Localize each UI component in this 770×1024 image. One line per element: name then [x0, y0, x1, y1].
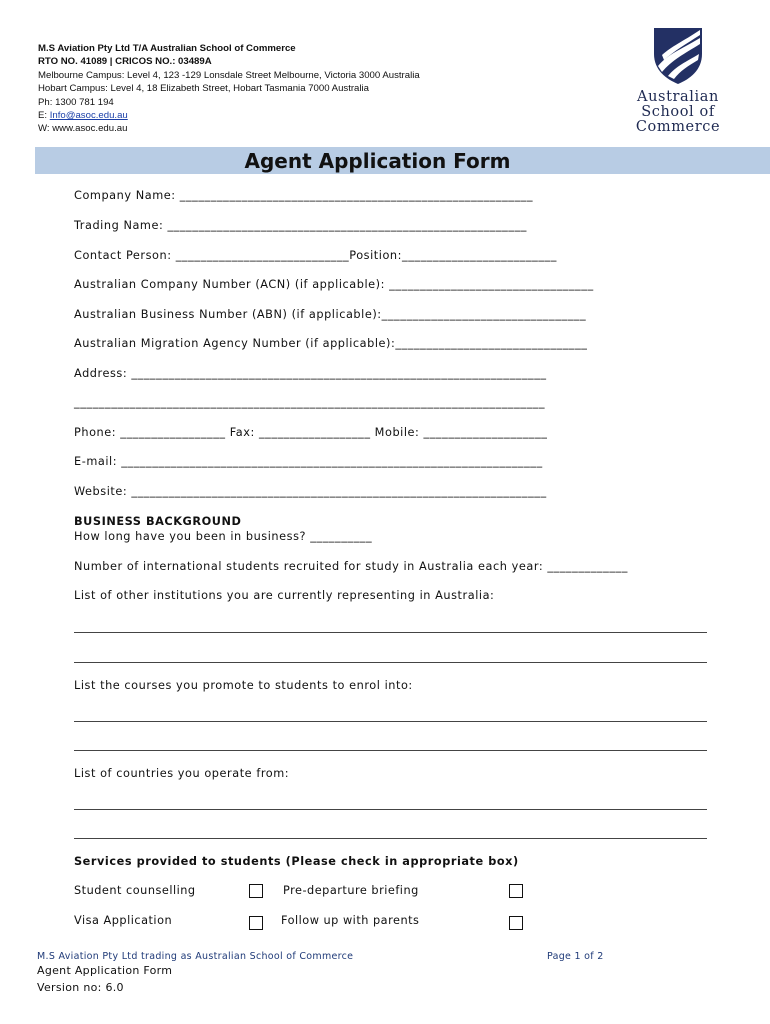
- logo-line-2: School of: [641, 104, 715, 120]
- footer-org: M.S Aviation Pty Ltd trading as Australian School of Commerce: [37, 951, 354, 962]
- follow-up-checkbox[interactable]: [509, 916, 523, 930]
- pre-departure-checkbox[interactable]: [509, 884, 523, 898]
- acn-field[interactable]: Australian Company Number (ACN) (if applicable): _________________________________: [74, 278, 594, 291]
- organization-header: [38, 42, 420, 136]
- service-follow-up-label: Follow up with parents: [281, 914, 420, 927]
- institutions-label: List of other institutions you are currently representing in Australia:: [74, 589, 495, 602]
- visa-application-checkbox[interactable]: [249, 916, 263, 930]
- abn-field[interactable]: Australian Business Number (ABN) (if applicable):_________________________________: [74, 308, 587, 321]
- students-recruited-field[interactable]: Number of international students recruited for study in Australia each year: _____________: [74, 560, 628, 573]
- courses-label: List the courses you promote to students to enrol into:: [74, 679, 413, 692]
- address-field-line-2[interactable]: ____________________________________________________________________________: [74, 396, 546, 409]
- email-link[interactable]: Info@asoc.edu.au: [49, 110, 128, 122]
- business-background-heading: BUSINESS BACKGROUND: [74, 515, 242, 528]
- address-field[interactable]: Address: ___________________________________________________________________: [74, 367, 547, 380]
- email-line: [38, 109, 420, 122]
- website: W: www.asoc.edu.au: [38, 123, 128, 135]
- footer-form-name: Agent Application Form: [37, 964, 173, 977]
- student-counselling-checkbox[interactable]: [249, 884, 263, 898]
- countries-line-1[interactable]: [74, 809, 707, 810]
- service-pre-departure-label: Pre-departure briefing: [283, 884, 419, 897]
- years-in-business-field[interactable]: How long have you been in business? __________: [74, 530, 373, 543]
- melbourne-campus: Melbourne Campus: Level 4, 123 -129 Lonsdale Street Melbourne, Victoria 3000 Australia: [38, 69, 420, 81]
- asoc-logo: [628, 24, 728, 135]
- rto-cricos: RTO NO. 41089 | CRICOS NO.: 03489A: [38, 56, 212, 68]
- institutions-line-1[interactable]: [74, 632, 707, 633]
- countries-line-2[interactable]: [74, 838, 707, 839]
- courses-line-1[interactable]: [74, 721, 707, 722]
- phone-number: Ph: 1300 781 194: [38, 96, 114, 108]
- institutions-line-2[interactable]: [74, 662, 707, 663]
- service-visa-application-label: Visa Application: [74, 914, 173, 927]
- courses-line-2[interactable]: [74, 750, 707, 751]
- form-title: Agent Application Form: [244, 149, 511, 173]
- email-label: E:: [38, 110, 50, 122]
- company-name-field[interactable]: Company Name: _________________________________________________________: [74, 189, 534, 202]
- title-bar: [35, 147, 770, 174]
- phone-fax-mobile-field[interactable]: Phone: _________________ Fax: __________________ Mobile: ____________________: [74, 426, 548, 439]
- email-field[interactable]: E-mail: ____________________________________________________________________: [74, 455, 543, 468]
- services-heading: Services provided to students (Please check in appropriate box): [74, 855, 519, 868]
- footer-version: Version no: 6.0: [37, 981, 124, 994]
- migration-agency-field[interactable]: Australian Migration Agency Number (if applicable):_______________________________: [74, 337, 588, 350]
- hobart-campus: Hobart Campus: Level 4, 18 Elizabeth Street, Hobart Tasmania 7000 Australia: [38, 83, 369, 95]
- contact-person-field[interactable]: Contact Person: ____________________________Position:_________________________: [74, 249, 557, 262]
- page-number: Page 1 of 2: [547, 951, 604, 962]
- website-field[interactable]: Website: ___________________________________________________________________: [74, 485, 547, 498]
- service-student-counselling-label: Student counselling: [74, 884, 196, 897]
- logo-line-1: Australian: [637, 89, 719, 105]
- countries-label: List of countries you operate from:: [74, 767, 290, 780]
- shield-logo-icon: [650, 24, 706, 86]
- org-name: M.S Aviation Pty Ltd T/A Australian School of Commerce: [38, 43, 296, 54]
- trading-name-field[interactable]: Trading Name: __________________________________________________________: [74, 219, 527, 232]
- logo-line-3: Commerce: [635, 119, 721, 135]
